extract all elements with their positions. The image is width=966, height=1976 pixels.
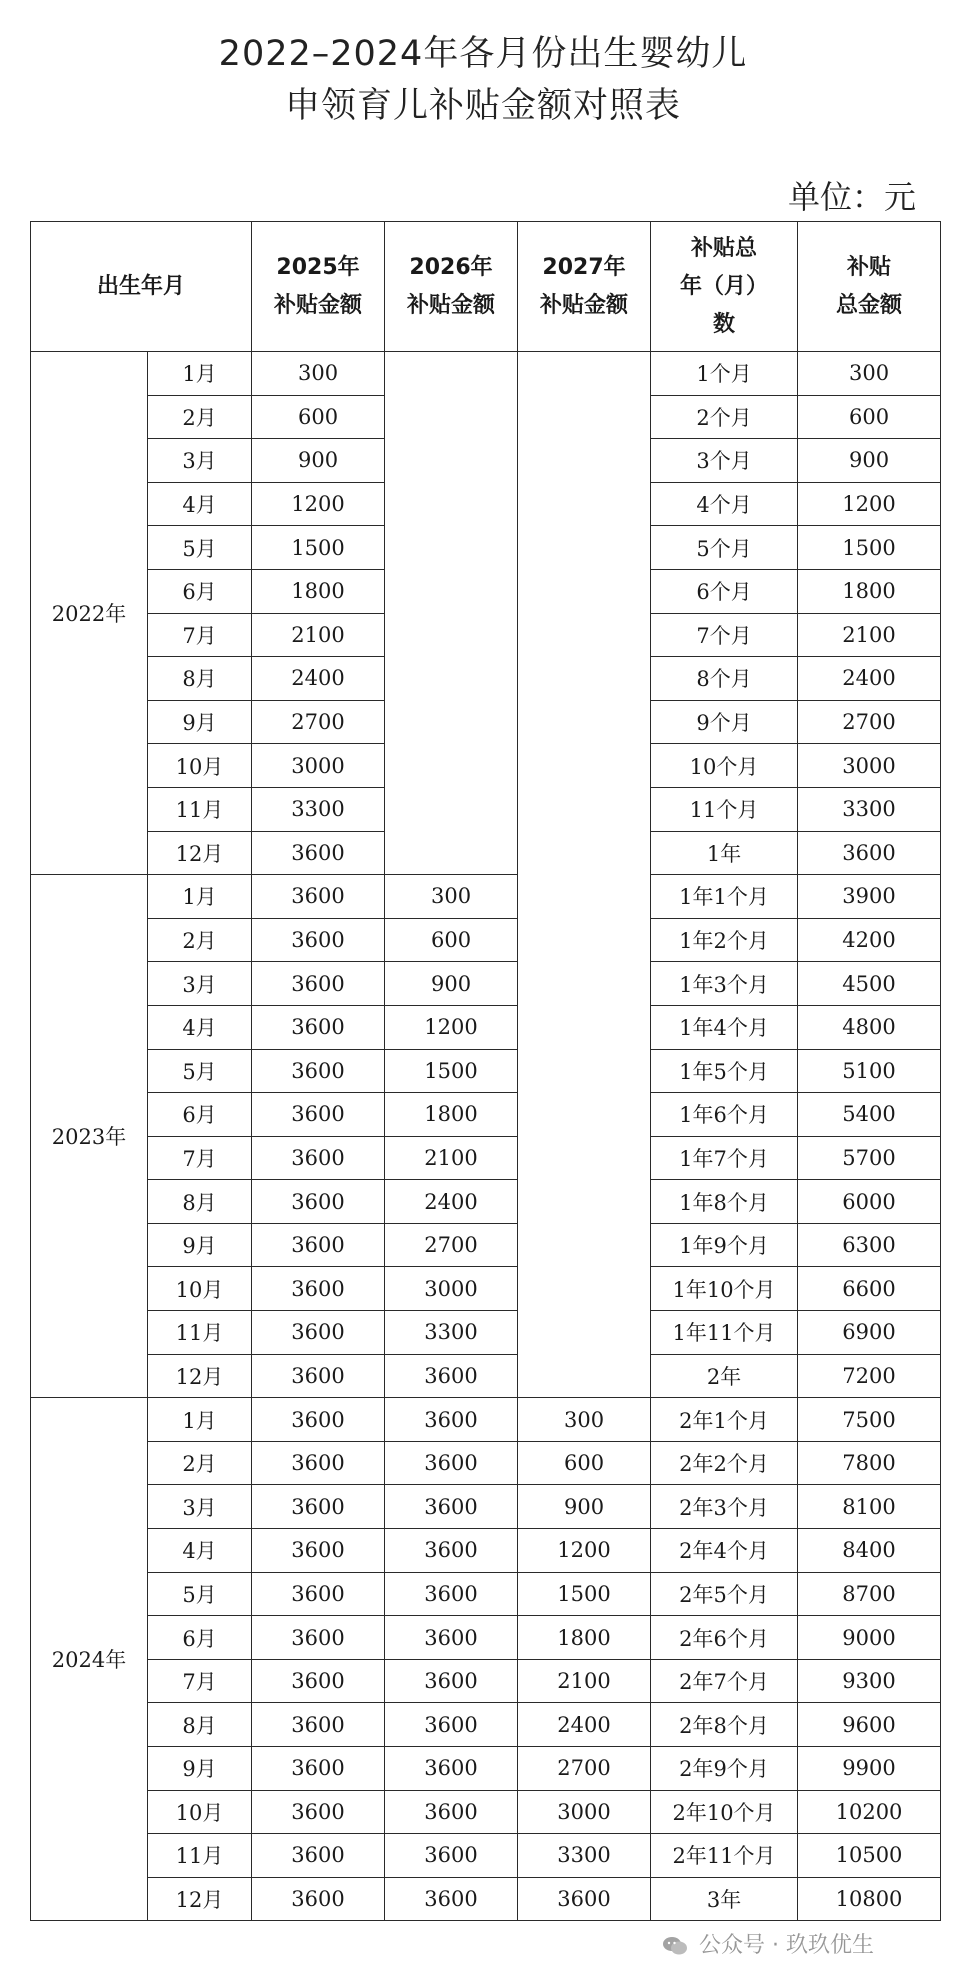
amount-2026-cell: 300 [385,875,518,919]
total-cell: 2400 [798,657,941,701]
amount-2025-cell: 3600 [252,918,385,962]
total-cell: 6300 [798,1223,941,1267]
header-birth: 出生年月 [31,222,252,352]
duration-cell: 4个月 [651,482,798,526]
amount-2027-cell: 2700 [518,1747,651,1791]
amount-2027-cell: 1200 [518,1529,651,1573]
total-cell: 3300 [798,787,941,831]
year-cell: 2024年 [31,1398,148,1921]
amount-2026-cell: 3600 [385,1877,518,1921]
month-cell: 10月 [148,1790,252,1834]
amount-2025-cell: 2400 [252,657,385,701]
amount-2025-cell: 3600 [252,831,385,875]
duration-cell: 9个月 [651,700,798,744]
page-title-line2: 申领育儿补贴金额对照表 [284,86,681,126]
amount-2025-cell: 3600 [252,1747,385,1791]
table-row [31,1834,941,1878]
total-cell: 300 [798,352,941,396]
duration-cell: 2年1个月 [651,1398,798,1442]
month-cell: 1月 [148,352,252,396]
month-cell: 9月 [148,1223,252,1267]
amount-2025-cell: 600 [252,395,385,439]
table-row [31,1136,941,1180]
duration-cell: 2年9个月 [651,1747,798,1791]
total-cell: 10200 [798,1790,941,1834]
table-row [31,875,941,919]
total-cell: 9000 [798,1616,941,1660]
duration-cell: 1年11个月 [651,1311,798,1355]
duration-cell: 1个月 [651,352,798,396]
total-cell: 10500 [798,1834,941,1878]
month-cell: 2月 [148,1441,252,1485]
table-row [31,1485,941,1529]
total-cell: 600 [798,395,941,439]
amount-2025-cell: 1500 [252,526,385,570]
total-cell: 9300 [798,1659,941,1703]
amount-2025-cell: 3600 [252,1093,385,1137]
month-cell: 12月 [148,831,252,875]
total-cell: 8400 [798,1529,941,1573]
month-cell: 1月 [148,875,252,919]
watermark [662,1928,874,1959]
amount-2025-cell: 3300 [252,787,385,831]
amount-2027-cell: 3300 [518,1834,651,1878]
amount-2027-cell: 900 [518,1485,651,1529]
total-cell: 3000 [798,744,941,788]
amount-2026-cell: 3600 [385,1441,518,1485]
table-row [31,1529,941,1573]
table-row [31,1747,941,1791]
table-row [31,352,941,396]
amount-2026-empty [385,352,518,875]
total-cell: 4200 [798,918,941,962]
duration-cell: 2年11个月 [651,1834,798,1878]
duration-cell: 1年9个月 [651,1223,798,1267]
month-cell: 8月 [148,1703,252,1747]
month-cell: 1月 [148,1398,252,1442]
amount-2025-cell: 2700 [252,700,385,744]
amount-2025-cell: 3600 [252,1223,385,1267]
duration-cell: 1年3个月 [651,962,798,1006]
total-cell: 5400 [798,1093,941,1137]
amount-2027-cell: 1800 [518,1616,651,1660]
duration-cell: 2年2个月 [651,1441,798,1485]
amount-2025-cell: 3600 [252,1529,385,1573]
month-cell: 10月 [148,1267,252,1311]
amount-2026-cell: 2400 [385,1180,518,1224]
header-total: 补贴 总金额 [798,222,941,352]
header-duration: 补贴总 年（月） 数 [651,222,798,352]
amount-2025-cell: 300 [252,352,385,396]
amount-2025-cell: 3600 [252,1136,385,1180]
table-row [31,1790,941,1834]
table-row [31,1354,941,1398]
month-cell: 2月 [148,395,252,439]
total-cell: 4800 [798,1005,941,1049]
total-cell: 3900 [798,875,941,919]
amount-2025-cell: 3600 [252,1354,385,1398]
duration-cell: 5个月 [651,526,798,570]
month-cell: 7月 [148,1136,252,1180]
amount-2026-cell: 600 [385,918,518,962]
month-cell: 7月 [148,1659,252,1703]
amount-2025-cell: 3600 [252,962,385,1006]
amount-2026-cell: 3600 [385,1572,518,1616]
duration-cell: 2年 [651,1354,798,1398]
total-cell: 4500 [798,962,941,1006]
duration-cell: 2年8个月 [651,1703,798,1747]
amount-2026-cell: 3600 [385,1790,518,1834]
amount-2025-cell: 3000 [252,744,385,788]
amount-2025-cell: 3600 [252,1049,385,1093]
amount-2025-cell: 2100 [252,613,385,657]
total-cell: 2700 [798,700,941,744]
table-row [31,1703,941,1747]
page-title-line1: 2022–2024年各月份出生婴幼儿 [218,34,748,74]
amount-2026-cell: 1200 [385,1005,518,1049]
duration-cell: 2年5个月 [651,1572,798,1616]
total-cell: 3600 [798,831,941,875]
table-row [31,1877,941,1921]
amount-2025-cell: 3600 [252,875,385,919]
month-cell: 6月 [148,569,252,613]
month-cell: 2月 [148,918,252,962]
total-cell: 7500 [798,1398,941,1442]
amount-2025-cell: 3600 [252,1311,385,1355]
month-cell: 4月 [148,1529,252,1573]
duration-cell: 2年3个月 [651,1485,798,1529]
total-cell: 6600 [798,1267,941,1311]
duration-cell: 3个月 [651,439,798,483]
amount-2025-cell: 3600 [252,1877,385,1921]
amount-2026-cell: 3600 [385,1703,518,1747]
duration-cell: 2个月 [651,395,798,439]
amount-2027-empty [518,352,651,1398]
header-2027: 2027年 补贴金额 [518,222,651,352]
table-row [31,1572,941,1616]
amount-2025-cell: 3600 [252,1441,385,1485]
month-cell: 12月 [148,1354,252,1398]
table-row [31,1223,941,1267]
month-cell: 9月 [148,1747,252,1791]
month-cell: 11月 [148,787,252,831]
wechat-icon [662,1936,688,1956]
header-row [31,222,941,352]
month-cell: 10月 [148,744,252,788]
total-cell: 5100 [798,1049,941,1093]
amount-2025-cell: 3600 [252,1572,385,1616]
duration-cell: 8个月 [651,657,798,701]
month-cell: 6月 [148,1093,252,1137]
month-cell: 4月 [148,1005,252,1049]
amount-2026-cell: 900 [385,962,518,1006]
watermark-text: 公众号 · 玖玖优生 [699,1933,874,1958]
table-row [31,1441,941,1485]
duration-cell: 2年6个月 [651,1616,798,1660]
amount-2026-cell: 1800 [385,1093,518,1137]
amount-2026-cell: 2100 [385,1136,518,1180]
total-cell: 2100 [798,613,941,657]
year-cell: 2022年 [31,352,148,875]
duration-cell: 1年8个月 [651,1180,798,1224]
total-cell: 1800 [798,569,941,613]
month-cell: 8月 [148,1180,252,1224]
amount-2026-cell: 3600 [385,1485,518,1529]
amount-2025-cell: 1800 [252,569,385,613]
duration-cell: 6个月 [651,569,798,613]
amount-2027-cell: 2100 [518,1659,651,1703]
amount-2025-cell: 1200 [252,482,385,526]
amount-2025-cell: 3600 [252,1703,385,1747]
duration-cell: 1年6个月 [651,1093,798,1137]
month-cell: 5月 [148,1572,252,1616]
month-cell: 8月 [148,657,252,701]
header-2026: 2026年 补贴金额 [385,222,518,352]
month-cell: 6月 [148,1616,252,1660]
amount-2026-cell: 1500 [385,1049,518,1093]
duration-cell: 1年7个月 [651,1136,798,1180]
month-cell: 4月 [148,482,252,526]
amount-2025-cell: 3600 [252,1398,385,1442]
month-cell: 11月 [148,1834,252,1878]
amount-2026-cell: 3600 [385,1616,518,1660]
amount-2026-cell: 3600 [385,1529,518,1573]
year-cell: 2023年 [31,875,148,1398]
month-cell: 12月 [148,1877,252,1921]
table-row [31,1616,941,1660]
month-cell: 5月 [148,526,252,570]
amount-2025-cell: 900 [252,439,385,483]
amount-2027-cell: 2400 [518,1703,651,1747]
total-cell: 1500 [798,526,941,570]
table-row [31,1005,941,1049]
duration-cell: 2年10个月 [651,1790,798,1834]
total-cell: 7200 [798,1354,941,1398]
total-cell: 900 [798,439,941,483]
amount-2025-cell: 3600 [252,1616,385,1660]
total-cell: 9900 [798,1747,941,1791]
month-cell: 11月 [148,1311,252,1355]
table-row [31,1659,941,1703]
duration-cell: 1年5个月 [651,1049,798,1093]
duration-cell: 10个月 [651,744,798,788]
table-row [31,1398,941,1442]
amount-2026-cell: 3600 [385,1398,518,1442]
amount-2027-cell: 3600 [518,1877,651,1921]
month-cell: 5月 [148,1049,252,1093]
duration-cell: 1年4个月 [651,1005,798,1049]
table-row [31,1267,941,1311]
amount-2025-cell: 3600 [252,1790,385,1834]
duration-cell: 1年1个月 [651,875,798,919]
total-cell: 1200 [798,482,941,526]
amount-2026-cell: 3000 [385,1267,518,1311]
amount-2026-cell: 3600 [385,1659,518,1703]
month-cell: 3月 [148,962,252,1006]
total-cell: 8100 [798,1485,941,1529]
amount-2026-cell: 2700 [385,1223,518,1267]
total-cell: 7800 [798,1441,941,1485]
month-cell: 7月 [148,613,252,657]
duration-cell: 3年 [651,1877,798,1921]
month-cell: 3月 [148,1485,252,1529]
amount-2025-cell: 3600 [252,1267,385,1311]
duration-cell: 2年7个月 [651,1659,798,1703]
amount-2027-cell: 600 [518,1441,651,1485]
table-row [31,918,941,962]
amount-2026-cell: 3600 [385,1747,518,1791]
amount-2027-cell: 3000 [518,1790,651,1834]
table-row [31,1180,941,1224]
total-cell: 9600 [798,1703,941,1747]
amount-2025-cell: 3600 [252,1659,385,1703]
total-cell: 10800 [798,1877,941,1921]
duration-cell: 11个月 [651,787,798,831]
duration-cell: 1年2个月 [651,918,798,962]
table-row [31,1311,941,1355]
total-cell: 6000 [798,1180,941,1224]
amount-2027-cell: 300 [518,1398,651,1442]
duration-cell: 2年4个月 [651,1529,798,1573]
table-row [31,962,941,1006]
total-cell: 5700 [798,1136,941,1180]
amount-2027-cell: 1500 [518,1572,651,1616]
amount-2025-cell: 3600 [252,1180,385,1224]
month-cell: 9月 [148,700,252,744]
amount-2026-cell: 3300 [385,1311,518,1355]
amount-2026-cell: 3600 [385,1834,518,1878]
unit-label: 单位：元 [787,178,916,216]
table-row [31,1049,941,1093]
duration-cell: 1年 [651,831,798,875]
duration-cell: 7个月 [651,613,798,657]
header-2025: 2025年 补贴金额 [252,222,385,352]
amount-2026-cell: 3600 [385,1354,518,1398]
amount-2025-cell: 3600 [252,1005,385,1049]
amount-2025-cell: 3600 [252,1485,385,1529]
total-cell: 8700 [798,1572,941,1616]
table-row [31,1093,941,1137]
duration-cell: 1年10个月 [651,1267,798,1311]
amount-2025-cell: 3600 [252,1834,385,1878]
total-cell: 6900 [798,1311,941,1355]
month-cell: 3月 [148,439,252,483]
subsidy-table [30,221,941,1921]
